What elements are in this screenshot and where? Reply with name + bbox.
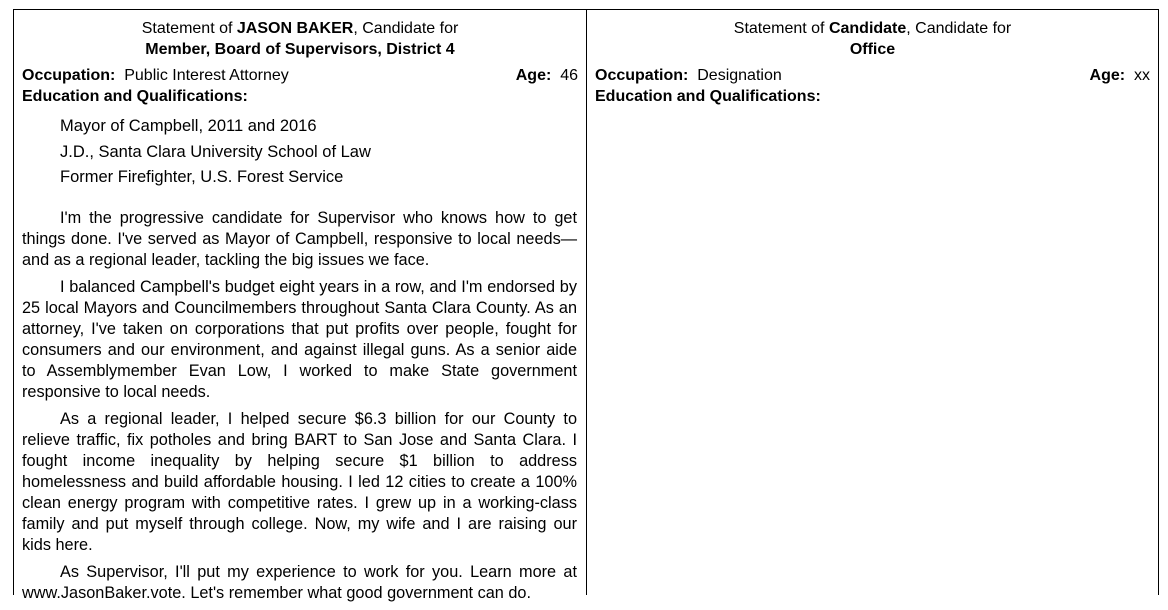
left-statement-header	[14, 10, 586, 60]
statement-paragraph: I'm the progressive candidate for Supervisor who knows how to get things done. I've served as Mayor of Campbell, responsive to local needs—and as a regional leader, tackling the big issues we face.	[22, 209, 577, 269]
occupation-value: Public Interest Attorney	[124, 67, 289, 84]
statement-prefix: Statement of	[733, 20, 829, 37]
occupation-label: Occupation:	[22, 67, 116, 84]
occupation-line	[22, 65, 289, 86]
left-header-line-2	[14, 39, 586, 60]
right-statement-column	[587, 10, 1158, 595]
left-header-line-1	[14, 18, 586, 39]
age-value: xx	[1134, 67, 1150, 84]
education-label: Education and Qualifications:	[595, 88, 821, 105]
qualification-item: Former Firefighter, U.S. Forest Service	[60, 168, 344, 186]
age-value: 46	[560, 67, 578, 84]
statement-body	[22, 208, 577, 610]
statement-paragraph: As a regional leader, I helped secure $6.3 billion for our County to relieve traffic, fix potholes and bring BART to San Jose and Santa Clara. I fought income inequality by helping secure $1 billion to address homelessness and build affordable housing. I led 12 cities to create a 100% clean energy program with competitive rates. I grew up in a working-class family and put myself through college. Now, my wife and I are raising our kids here.	[22, 410, 577, 554]
office-title: Member, Board of Supervisors, District 4	[145, 41, 455, 58]
occupation-line	[595, 65, 782, 86]
candidate-name: JASON BAKER	[236, 20, 354, 37]
right-header-line-2	[587, 39, 1158, 60]
statement-paragraph: I balanced Campbell's budget eight years in a row, and I'm endorsed by 25 local Mayors and Councilmembers throughout Santa Clara County. As an attorney, I've taken on corporations that put profits over people, fought for consumers and our environment, and against illegal guns. As a senior aide to Assemblymember Evan Low, I worked to make State government responsive to local needs.	[22, 278, 577, 401]
office-title: Office	[849, 41, 896, 58]
candidate-name: Candidate	[828, 20, 907, 37]
qualification-item: Mayor of Campbell, 2011 and 2016	[60, 117, 317, 135]
age-line	[516, 65, 578, 86]
statement-paragraph: As Supervisor, I'll put my experience to work for you. Learn more at www.JasonBaker.vote. Let's remember what good government can do.	[22, 563, 577, 602]
age-label: Age:	[1089, 67, 1126, 84]
qualification-item: J.D., Santa Clara University School of Law	[60, 142, 371, 161]
occupation-value: Designation	[697, 67, 782, 84]
education-label: Education and Qualifications:	[22, 88, 248, 105]
qualifications-list	[60, 114, 371, 191]
candidate-for-text: , Candidate for	[906, 20, 1012, 37]
statement-prefix: Statement of	[141, 20, 237, 37]
left-statement-column	[14, 10, 587, 602]
age-label: Age:	[515, 67, 552, 84]
age-line	[1090, 65, 1150, 86]
right-header-line-1	[587, 18, 1158, 39]
right-statement-header	[587, 10, 1158, 60]
statement-table	[13, 9, 1159, 602]
occupation-label: Occupation:	[595, 67, 689, 84]
candidate-for-text: , Candidate for	[353, 20, 459, 37]
